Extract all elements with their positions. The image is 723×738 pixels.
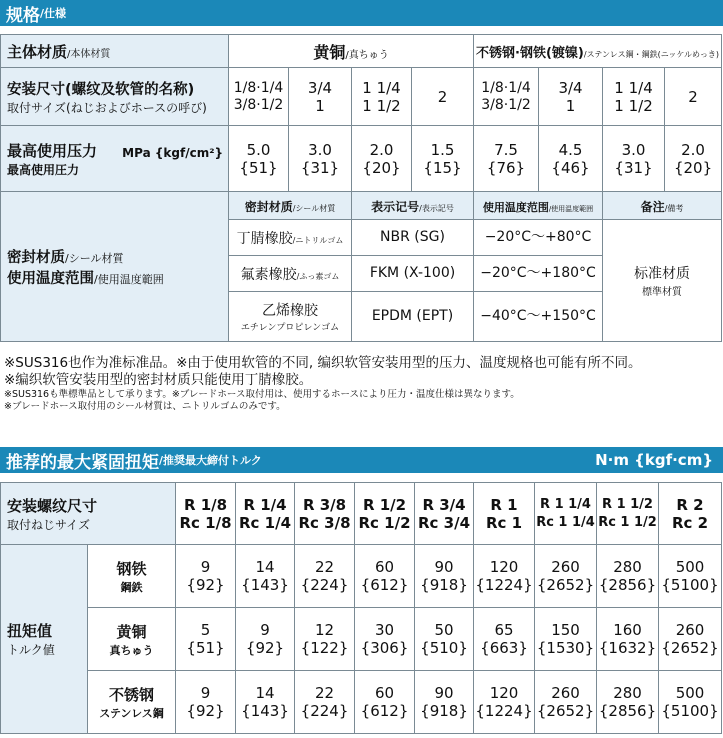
torque-cell: 65 {663}	[474, 608, 535, 671]
pressure-cell: 1.5 {15}	[412, 126, 474, 192]
seal-temp: −40°C～+150°C	[474, 292, 603, 342]
torque-cell: 22 {224}	[295, 545, 355, 608]
torque-size-cell: R 1/8 Rc 1/8	[176, 483, 236, 545]
seal-remark: 标准材质 標準材質	[603, 220, 722, 342]
pressure-cell: 7.5 {76}	[474, 126, 539, 192]
torque-cell: 22 {224}	[295, 671, 355, 734]
seal-temp: −20°C～+180°C	[474, 256, 603, 292]
torque-cell: 9 {92}	[176, 671, 236, 734]
torque-unit: N·m {kgf·cm}	[595, 451, 713, 469]
seal-col-code: 表示记号/表示記号	[352, 192, 474, 220]
torque-cell: 260 {2652}	[535, 671, 597, 734]
torque-size-cell: R 1 Rc 1	[474, 483, 535, 545]
torque-size-cell: R 1/2 Rc 1/2	[355, 483, 415, 545]
torque-size-cell: R 1/4 Rc 1/4	[236, 483, 295, 545]
torque-cell: 60 {612}	[355, 545, 415, 608]
stainless-header: 不锈钢·钢铁(镀镍)/ステンレス鋼・鋼鉄(ニッケルめっき)	[474, 35, 722, 68]
torque-cell: 90 {918}	[415, 671, 474, 734]
torque-cell: 14 {143}	[236, 545, 295, 608]
torque-cell: 90 {918}	[415, 545, 474, 608]
seal-temp: −20°C～+80°C	[474, 220, 603, 256]
spec-section-header	[0, 0, 723, 26]
pressure-row	[1, 126, 722, 192]
torque-size-cell: R 1 1/4 Rc 1 1/4	[535, 483, 597, 545]
torque-cell: 12 {122}	[295, 608, 355, 671]
torque-material: 黄铜 真ちゅう	[88, 608, 176, 671]
torque-size-cell: R 2 Rc 2	[659, 483, 722, 545]
torque-cell: 14 {143}	[236, 671, 295, 734]
seal-label: 密封材质/シール材質 使用温度范围/使用温度範囲	[1, 192, 229, 342]
seal-material: 氟素橡胶/ふっ素ゴム	[229, 256, 352, 292]
seal-material: 丁腈橡胶/ニトリルゴム	[229, 220, 352, 256]
torque-value-label: 扭矩值 トルク値	[1, 545, 88, 734]
size-cell: 1/8·1/4 3/8·1/2	[474, 68, 539, 126]
pressure-cell: 3.0 {31}	[603, 126, 665, 192]
brass-header: 黄铜/真ちゅう	[229, 35, 474, 68]
torque-cell: 9 {92}	[236, 608, 295, 671]
size-cell: 2	[412, 68, 474, 126]
spec-title-jp: /仕様	[40, 7, 67, 20]
torque-cell: 150 {1530}	[535, 608, 597, 671]
torque-row	[1, 545, 722, 608]
torque-cell: 280 {2856}	[597, 545, 659, 608]
pressure-cell: 4.5 {46}	[539, 126, 603, 192]
torque-cell: 9 {92}	[176, 545, 236, 608]
torque-size-label: 安装螺纹尺寸 取付ねじサイズ	[1, 483, 176, 545]
size-cell: 2	[665, 68, 722, 126]
size-label: 安装尺寸(螺纹及软管的名称) 取付サイズ(ねじおよびホースの呼び)	[1, 68, 229, 126]
size-cell: 1 1/4 1 1/2	[603, 68, 665, 126]
pressure-cell: 3.0 {31}	[289, 126, 352, 192]
torque-title: 推荐的最大紧固扭矩	[6, 452, 159, 473]
torque-row	[1, 608, 722, 671]
seal-code: EPDM (EPT)	[352, 292, 474, 342]
torque-size-cell: R 3/4 Rc 3/4	[415, 483, 474, 545]
spec-table	[0, 34, 722, 342]
torque-size-cell: R 3/8 Rc 3/8	[295, 483, 355, 545]
torque-material: 不锈钢 ステンレス鋼	[88, 671, 176, 734]
torque-cell: 260 {2652}	[659, 608, 722, 671]
torque-cell: 120 {1224}	[474, 545, 535, 608]
pressure-label: 最高使用压力 最高使用圧力 MPa {kgf/cm²}	[1, 126, 229, 192]
seal-header-row	[1, 192, 722, 220]
torque-material: 钢铁 鋼鉄	[88, 545, 176, 608]
note-line: ※ブレードホース取付用のシール材質は、ニトリルゴムのみです。	[4, 401, 286, 412]
torque-cell: 60 {612}	[355, 671, 415, 734]
pressure-cell: 2.0 {20}	[352, 126, 412, 192]
torque-title-jp: /推奨最大締付トルク	[159, 454, 262, 467]
size-cell: 1/8·1/4 3/8·1/2	[229, 68, 289, 126]
note-line: ※编织软管安装用型的密封材质只能使用丁腈橡胶。	[4, 372, 313, 388]
seal-code: FKM (X-100)	[352, 256, 474, 292]
torque-size-row	[1, 483, 722, 545]
seal-code: NBR (SG)	[352, 220, 474, 256]
torque-cell: 260 {2652}	[535, 545, 597, 608]
torque-cell: 160 {1632}	[597, 608, 659, 671]
torque-cell: 280 {2856}	[597, 671, 659, 734]
pressure-cell: 5.0 {51}	[229, 126, 289, 192]
torque-cell: 120 {1224}	[474, 671, 535, 734]
torque-size-cell: R 1 1/2 Rc 1 1/2	[597, 483, 659, 545]
size-cell: 3/4 1	[539, 68, 603, 126]
torque-table	[0, 482, 722, 734]
size-row	[1, 68, 722, 126]
torque-cell: 500 {5100}	[659, 545, 722, 608]
torque-cell: 50 {510}	[415, 608, 474, 671]
notes	[4, 355, 720, 413]
seal-col-remark: 备注/備考	[603, 192, 722, 220]
seal-col-temp: 使用温度范围/使用温度範囲	[474, 192, 603, 220]
pressure-unit: MPa {kgf/cm²}	[122, 146, 223, 160]
torque-section-header	[0, 447, 723, 473]
torque-cell: 30 {306}	[355, 608, 415, 671]
torque-cell: 5 {51}	[176, 608, 236, 671]
torque-cell: 500 {5100}	[659, 671, 722, 734]
pressure-cell: 2.0 {20}	[665, 126, 722, 192]
material-label: 主体材质/本体材質	[1, 35, 229, 68]
material-row	[1, 35, 722, 68]
seal-material: 乙烯橡胶 エチレンプロピレンゴム	[229, 292, 352, 342]
size-cell: 1 1/4 1 1/2	[352, 68, 412, 126]
note-line: ※SUS316也作为准标准品。※由于使用软管的不同, 编织软管安装用型的压力、温度规格也可能有所不同。	[4, 355, 642, 371]
size-cell: 3/4 1	[289, 68, 352, 126]
torque-row	[1, 671, 722, 734]
spec-title: 规格	[6, 5, 40, 26]
seal-col-material: 密封材质/シール材質	[229, 192, 352, 220]
note-line: ※SUS316も準標準品として承ります。※ブレードホース取付用は、使用するホースにより圧力・温度仕様は異なります。	[4, 389, 520, 400]
